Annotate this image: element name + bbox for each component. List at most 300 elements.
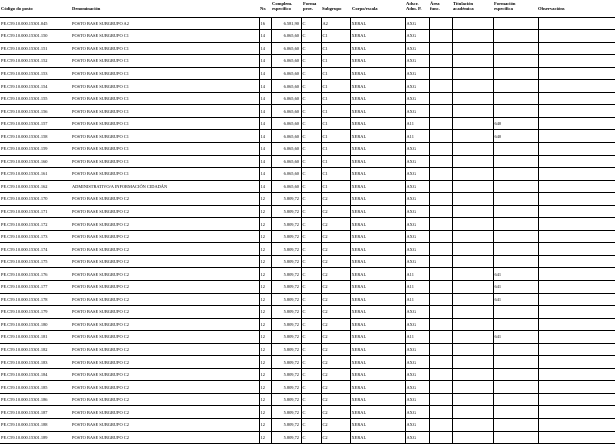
denominacion-cell: POSTO BASE SUBGRUPO C1 bbox=[71, 55, 259, 68]
complem-cell: 5.809,72 bbox=[271, 243, 301, 256]
adscr-cell: AXG bbox=[405, 218, 429, 231]
corpo-cell: XERAL bbox=[350, 406, 405, 419]
titulacion-cell bbox=[452, 368, 493, 381]
formacion-cell bbox=[493, 168, 538, 181]
denominacion-cell: POSTO BASE SUBGRUPO C2 bbox=[71, 205, 259, 218]
subgrupo-cell: A2 bbox=[321, 17, 350, 30]
formacion-cell: 640 bbox=[493, 130, 538, 143]
adscr-cell: AXG bbox=[405, 343, 429, 356]
complem-cell: 6.065,60 bbox=[271, 105, 301, 118]
formacion-cell: 641 bbox=[493, 331, 538, 344]
titulacion-cell bbox=[452, 255, 493, 268]
forma-cell: C bbox=[301, 243, 321, 256]
subgrupo-cell: C1 bbox=[321, 180, 350, 193]
corpo-cell: XERAL bbox=[350, 368, 405, 381]
corpo-cell: XERAL bbox=[350, 230, 405, 243]
area-cell bbox=[429, 17, 452, 30]
nr-cell: 14 bbox=[259, 67, 271, 80]
adscr-cell: A11 bbox=[405, 293, 429, 306]
adscr-cell: AXG bbox=[405, 155, 429, 168]
header-denominacion: Denominación bbox=[72, 6, 100, 11]
forma-cell: C bbox=[301, 180, 321, 193]
forma-cell: C bbox=[301, 80, 321, 93]
table-row bbox=[0, 293, 615, 306]
codigo-cell: PE.C59.10.000.15301.156 bbox=[0, 105, 71, 118]
table-row bbox=[0, 30, 615, 43]
observacions-cell bbox=[538, 280, 615, 293]
formacion-cell: 641 bbox=[493, 293, 538, 306]
complem-cell: 5.809,72 bbox=[271, 193, 301, 206]
denominacion-cell: POSTO BASE SUBGRUPO C2 bbox=[71, 343, 259, 356]
subgrupo-cell: C2 bbox=[321, 356, 350, 369]
denominacion-cell: POSTO BASE SUBGRUPO C1 bbox=[71, 67, 259, 80]
observacions-cell bbox=[538, 343, 615, 356]
table-body bbox=[0, 17, 615, 444]
titulacion-cell bbox=[452, 419, 493, 432]
area-cell bbox=[429, 268, 452, 281]
adscr-cell: AXG bbox=[405, 230, 429, 243]
complem-cell: 5.809,72 bbox=[271, 368, 301, 381]
area-cell bbox=[429, 343, 452, 356]
denominacion-cell: POSTO BASE SUBGRUPO C2 bbox=[71, 243, 259, 256]
area-cell bbox=[429, 331, 452, 344]
corpo-cell: XERAL bbox=[350, 67, 405, 80]
codigo-cell: PE.C59.10.000.15301.174 bbox=[0, 243, 71, 256]
observacions-cell bbox=[538, 80, 615, 93]
codigo-cell: PE.C59.10.000.15301.159 bbox=[0, 142, 71, 155]
forma-cell: C bbox=[301, 268, 321, 281]
table-row bbox=[0, 180, 615, 193]
formacion-cell bbox=[493, 243, 538, 256]
table-row bbox=[0, 406, 615, 419]
observacions-cell bbox=[538, 30, 615, 43]
nr-cell: 12 bbox=[259, 255, 271, 268]
complem-cell: 5.809,72 bbox=[271, 205, 301, 218]
subgrupo-cell: C2 bbox=[321, 393, 350, 406]
codigo-cell: PE.C59.10.000.15301.153 bbox=[0, 67, 71, 80]
forma-cell: C bbox=[301, 331, 321, 344]
forma-cell: C bbox=[301, 168, 321, 181]
denominacion-cell: POSTO BASE SUBGRUPO C1 bbox=[71, 30, 259, 43]
titulacion-cell bbox=[452, 55, 493, 68]
posts-table bbox=[0, 17, 615, 444]
subgrupo-cell: C2 bbox=[321, 255, 350, 268]
adscr-cell: AXG bbox=[405, 42, 429, 55]
complem-cell: 5.809,72 bbox=[271, 293, 301, 306]
denominacion-cell: POSTO BASE SUBGRUPO C1 bbox=[71, 105, 259, 118]
adscr-cell: AXG bbox=[405, 17, 429, 30]
table-row bbox=[0, 55, 615, 68]
corpo-cell: XERAL bbox=[350, 205, 405, 218]
observacions-cell bbox=[538, 406, 615, 419]
area-cell bbox=[429, 230, 452, 243]
codigo-cell: PE.C59.10.000.15301.175 bbox=[0, 255, 71, 268]
denominacion-cell: POSTO BASE SUBGRUPO C2 bbox=[71, 306, 259, 319]
area-cell bbox=[429, 356, 452, 369]
denominacion-cell: POSTO BASE SUBGRUPO C2 bbox=[71, 280, 259, 293]
header-adscr-1: Adscr. bbox=[406, 1, 418, 6]
forma-cell: C bbox=[301, 431, 321, 444]
denominacion-cell: POSTO BASE SUBGRUPO C2 bbox=[71, 381, 259, 394]
corpo-cell: XERAL bbox=[350, 80, 405, 93]
adscr-cell: AXG bbox=[405, 30, 429, 43]
subgrupo-cell: C1 bbox=[321, 130, 350, 143]
titulacion-cell bbox=[452, 431, 493, 444]
nr-cell: 14 bbox=[259, 55, 271, 68]
adscr-cell: AXG bbox=[405, 306, 429, 319]
area-cell bbox=[429, 293, 452, 306]
subgrupo-cell: C2 bbox=[321, 419, 350, 432]
observacions-cell bbox=[538, 368, 615, 381]
formacion-cell bbox=[493, 155, 538, 168]
denominacion-cell: POSTO BASE SUBGRUPO C2 bbox=[71, 431, 259, 444]
adscr-cell: A11 bbox=[405, 130, 429, 143]
codigo-cell: PE.C59.10.000.15301.161 bbox=[0, 168, 71, 181]
observacions-cell bbox=[538, 55, 615, 68]
nr-cell: 14 bbox=[259, 155, 271, 168]
subgrupo-cell: C1 bbox=[321, 105, 350, 118]
codigo-cell: PE.C59.10.000.15301.180 bbox=[0, 318, 71, 331]
forma-cell: C bbox=[301, 205, 321, 218]
complem-cell: 5.809,72 bbox=[271, 318, 301, 331]
formacion-cell bbox=[493, 193, 538, 206]
formacion-cell bbox=[493, 55, 538, 68]
subgrupo-cell: C2 bbox=[321, 205, 350, 218]
codigo-cell: PE.C59.10.000.15301.157 bbox=[0, 117, 71, 130]
nr-cell: 14 bbox=[259, 105, 271, 118]
subgrupo-cell: C2 bbox=[321, 306, 350, 319]
forma-cell: C bbox=[301, 393, 321, 406]
nr-cell: 14 bbox=[259, 42, 271, 55]
denominacion-cell: POSTO BASE SUBGRUPO C1 bbox=[71, 92, 259, 105]
complem-cell: 6.065,60 bbox=[271, 142, 301, 155]
observacions-cell bbox=[538, 130, 615, 143]
observacions-cell bbox=[538, 155, 615, 168]
complem-cell: 6.065,60 bbox=[271, 55, 301, 68]
subgrupo-cell: C2 bbox=[321, 193, 350, 206]
complem-cell: 6.581,90 bbox=[271, 17, 301, 30]
titulacion-cell bbox=[452, 180, 493, 193]
formacion-cell bbox=[493, 42, 538, 55]
forma-cell: C bbox=[301, 142, 321, 155]
codigo-cell: PE.C59.10.000.15301.183 bbox=[0, 356, 71, 369]
forma-cell: C bbox=[301, 368, 321, 381]
titulacion-cell bbox=[452, 168, 493, 181]
forma-cell: C bbox=[301, 130, 321, 143]
nr-cell: 12 bbox=[259, 230, 271, 243]
codigo-cell: PE.C59.10.000.15301.176 bbox=[0, 268, 71, 281]
denominacion-cell: POSTO BASE SUBGRUPO C2 bbox=[71, 268, 259, 281]
subgrupo-cell: C2 bbox=[321, 280, 350, 293]
forma-cell: C bbox=[301, 419, 321, 432]
complem-cell: 6.065,60 bbox=[271, 168, 301, 181]
adscr-cell: AXG bbox=[405, 105, 429, 118]
nr-cell: 12 bbox=[259, 406, 271, 419]
codigo-cell: PE.C59.10.000.15301.160 bbox=[0, 155, 71, 168]
denominacion-cell: POSTO BASE SUBGRUPO C1 bbox=[71, 80, 259, 93]
corpo-cell: XERAL bbox=[350, 130, 405, 143]
subgrupo-cell: C1 bbox=[321, 92, 350, 105]
formacion-cell bbox=[493, 30, 538, 43]
observacions-cell bbox=[538, 92, 615, 105]
nr-cell: 14 bbox=[259, 92, 271, 105]
titulacion-cell bbox=[452, 80, 493, 93]
table-row bbox=[0, 243, 615, 256]
nr-cell: 12 bbox=[259, 368, 271, 381]
subgrupo-cell: C1 bbox=[321, 67, 350, 80]
codigo-cell: PE.C59.10.000.15301.170 bbox=[0, 193, 71, 206]
complem-cell: 5.809,72 bbox=[271, 280, 301, 293]
adscr-cell: AXG bbox=[405, 393, 429, 406]
observacions-cell bbox=[538, 180, 615, 193]
codigo-cell: PE.C59.10.000.15301.181 bbox=[0, 331, 71, 344]
adscr-cell: AXG bbox=[405, 431, 429, 444]
corpo-cell: XERAL bbox=[350, 381, 405, 394]
table-row bbox=[0, 193, 615, 206]
header-formacion-2: específica bbox=[494, 6, 513, 11]
adscr-cell: AXG bbox=[405, 406, 429, 419]
corpo-cell: XERAL bbox=[350, 55, 405, 68]
adscr-cell: AXG bbox=[405, 205, 429, 218]
observacions-cell bbox=[538, 318, 615, 331]
denominacion-cell: POSTO BASE SUBGRUPO C2 bbox=[71, 356, 259, 369]
forma-cell: C bbox=[301, 381, 321, 394]
area-cell bbox=[429, 381, 452, 394]
corpo-cell: XERAL bbox=[350, 331, 405, 344]
area-cell bbox=[429, 142, 452, 155]
codigo-cell: PE.C59.10.000.15301.188 bbox=[0, 419, 71, 432]
area-cell bbox=[429, 130, 452, 143]
table-row bbox=[0, 331, 615, 344]
table-row bbox=[0, 318, 615, 331]
subgrupo-cell: C1 bbox=[321, 55, 350, 68]
table-row bbox=[0, 268, 615, 281]
table-row bbox=[0, 205, 615, 218]
corpo-cell: XERAL bbox=[350, 268, 405, 281]
titulacion-cell bbox=[452, 331, 493, 344]
corpo-cell: XERAL bbox=[350, 293, 405, 306]
area-cell bbox=[429, 368, 452, 381]
area-cell bbox=[429, 393, 452, 406]
adscr-cell: A11 bbox=[405, 268, 429, 281]
formacion-cell bbox=[493, 230, 538, 243]
header-codigo: Código do posto bbox=[1, 6, 33, 11]
codigo-cell: PE.C59.10.000.15301.172 bbox=[0, 218, 71, 231]
subgrupo-cell: C2 bbox=[321, 406, 350, 419]
subgrupo-cell: C2 bbox=[321, 318, 350, 331]
observacions-cell bbox=[538, 243, 615, 256]
observacions-cell bbox=[538, 356, 615, 369]
complem-cell: 6.065,60 bbox=[271, 80, 301, 93]
formacion-cell bbox=[493, 406, 538, 419]
corpo-cell: XERAL bbox=[350, 105, 405, 118]
corpo-cell: XERAL bbox=[350, 92, 405, 105]
adscr-cell: AXG bbox=[405, 356, 429, 369]
table-row bbox=[0, 393, 615, 406]
codigo-cell: PE.C59.10.000.15301.155 bbox=[0, 92, 71, 105]
nr-cell: 14 bbox=[259, 117, 271, 130]
codigo-cell: PE.C59.10.000.15301.189 bbox=[0, 431, 71, 444]
titulacion-cell bbox=[452, 393, 493, 406]
forma-cell: C bbox=[301, 306, 321, 319]
formacion-cell bbox=[493, 368, 538, 381]
codigo-cell: PE.C59.10.000.15301.154 bbox=[0, 80, 71, 93]
subgrupo-cell: C2 bbox=[321, 331, 350, 344]
adscr-cell: AXG bbox=[405, 419, 429, 432]
subgrupo-cell: C2 bbox=[321, 368, 350, 381]
corpo-cell: XERAL bbox=[350, 431, 405, 444]
observacions-cell bbox=[538, 168, 615, 181]
area-cell bbox=[429, 280, 452, 293]
forma-cell: C bbox=[301, 67, 321, 80]
subgrupo-cell: C1 bbox=[321, 117, 350, 130]
table-row bbox=[0, 255, 615, 268]
titulacion-cell bbox=[452, 218, 493, 231]
titulacion-cell bbox=[452, 406, 493, 419]
formacion-cell: 640 bbox=[493, 117, 538, 130]
nr-cell: 14 bbox=[259, 142, 271, 155]
subgrupo-cell: C1 bbox=[321, 80, 350, 93]
denominacion-cell: POSTO BASE SUBGRUPO C1 bbox=[71, 168, 259, 181]
observacions-cell bbox=[538, 42, 615, 55]
adscr-cell: AXG bbox=[405, 168, 429, 181]
complem-cell: 5.809,72 bbox=[271, 431, 301, 444]
denominacion-cell: POSTO BASE SUBGRUPO A2 bbox=[71, 17, 259, 30]
titulacion-cell bbox=[452, 293, 493, 306]
table-row bbox=[0, 356, 615, 369]
subgrupo-cell: C1 bbox=[321, 168, 350, 181]
codigo-cell: PE.C59.10.000.15301.186 bbox=[0, 393, 71, 406]
adscr-cell: AXG bbox=[405, 80, 429, 93]
formacion-cell bbox=[493, 67, 538, 80]
area-cell bbox=[429, 406, 452, 419]
area-cell bbox=[429, 30, 452, 43]
table-row bbox=[0, 230, 615, 243]
observacions-cell bbox=[538, 17, 615, 30]
codigo-cell: PE.C59.10.000.15301.152 bbox=[0, 55, 71, 68]
table-row bbox=[0, 92, 615, 105]
subgrupo-cell: C2 bbox=[321, 381, 350, 394]
codigo-cell: PE.C59.10.000.15301.182 bbox=[0, 343, 71, 356]
nr-cell: 12 bbox=[259, 356, 271, 369]
corpo-cell: XERAL bbox=[350, 155, 405, 168]
area-cell bbox=[429, 193, 452, 206]
forma-cell: C bbox=[301, 117, 321, 130]
corpo-cell: XERAL bbox=[350, 142, 405, 155]
subgrupo-cell: C2 bbox=[321, 293, 350, 306]
table-row bbox=[0, 155, 615, 168]
adscr-cell: AXG bbox=[405, 92, 429, 105]
adscr-cell: AXG bbox=[405, 381, 429, 394]
corpo-cell: XERAL bbox=[350, 180, 405, 193]
complem-cell: 5.809,72 bbox=[271, 331, 301, 344]
complem-cell: 5.809,72 bbox=[271, 218, 301, 231]
forma-cell: C bbox=[301, 280, 321, 293]
nr-cell: 12 bbox=[259, 218, 271, 231]
codigo-cell: PE.C59.10.000.15301.187 bbox=[0, 406, 71, 419]
formacion-cell bbox=[493, 306, 538, 319]
area-cell bbox=[429, 155, 452, 168]
titulacion-cell bbox=[452, 243, 493, 256]
forma-cell: C bbox=[301, 92, 321, 105]
corpo-cell: XERAL bbox=[350, 17, 405, 30]
complem-cell: 6.065,60 bbox=[271, 67, 301, 80]
table-row bbox=[0, 42, 615, 55]
formacion-cell bbox=[493, 393, 538, 406]
titulacion-cell bbox=[452, 67, 493, 80]
corpo-cell: XERAL bbox=[350, 280, 405, 293]
titulacion-cell bbox=[452, 117, 493, 130]
forma-cell: C bbox=[301, 55, 321, 68]
header-adscr-2: Adm. P. bbox=[406, 6, 422, 11]
forma-cell: C bbox=[301, 42, 321, 55]
complem-cell: 5.809,72 bbox=[271, 393, 301, 406]
nr-cell: 14 bbox=[259, 80, 271, 93]
denominacion-cell: POSTO BASE SUBGRUPO C2 bbox=[71, 331, 259, 344]
area-cell bbox=[429, 42, 452, 55]
titulacion-cell bbox=[452, 92, 493, 105]
table-row bbox=[0, 142, 615, 155]
table-row bbox=[0, 67, 615, 80]
forma-cell: C bbox=[301, 155, 321, 168]
adscr-cell: AXG bbox=[405, 318, 429, 331]
nr-cell: 14 bbox=[259, 180, 271, 193]
complem-cell: 5.809,72 bbox=[271, 343, 301, 356]
denominacion-cell: POSTO BASE SUBGRUPO C2 bbox=[71, 318, 259, 331]
corpo-cell: XERAL bbox=[350, 306, 405, 319]
adscr-cell: AXG bbox=[405, 55, 429, 68]
adscr-cell: AXG bbox=[405, 142, 429, 155]
codigo-cell: PE.C59.10.000.15301.178 bbox=[0, 293, 71, 306]
denominacion-cell: POSTO BASE SUBGRUPO C2 bbox=[71, 293, 259, 306]
denominacion-cell: POSTO BASE SUBGRUPO C1 bbox=[71, 117, 259, 130]
observacions-cell bbox=[538, 205, 615, 218]
titulacion-cell bbox=[452, 205, 493, 218]
area-cell bbox=[429, 205, 452, 218]
forma-cell: C bbox=[301, 17, 321, 30]
complem-cell: 5.809,72 bbox=[271, 419, 301, 432]
forma-cell: C bbox=[301, 193, 321, 206]
nr-cell: 12 bbox=[259, 293, 271, 306]
forma-cell: C bbox=[301, 318, 321, 331]
subgrupo-cell: C2 bbox=[321, 343, 350, 356]
formacion-cell bbox=[493, 381, 538, 394]
titulacion-cell bbox=[452, 318, 493, 331]
header-corpo: Corpo/escala bbox=[352, 6, 378, 11]
codigo-cell: PE.C59.10.000.15301.150 bbox=[0, 30, 71, 43]
observacions-cell bbox=[538, 255, 615, 268]
corpo-cell: XERAL bbox=[350, 343, 405, 356]
adscr-cell: AXG bbox=[405, 193, 429, 206]
forma-cell: C bbox=[301, 343, 321, 356]
corpo-cell: XERAL bbox=[350, 243, 405, 256]
subgrupo-cell: C1 bbox=[321, 30, 350, 43]
formacion-cell bbox=[493, 80, 538, 93]
complem-cell: 5.809,72 bbox=[271, 406, 301, 419]
formacion-cell bbox=[493, 356, 538, 369]
titulacion-cell bbox=[452, 306, 493, 319]
titulacion-cell bbox=[452, 30, 493, 43]
observacions-cell bbox=[538, 393, 615, 406]
forma-cell: C bbox=[301, 218, 321, 231]
header-nr: Nr. bbox=[260, 6, 266, 11]
area-cell bbox=[429, 306, 452, 319]
titulacion-cell bbox=[452, 280, 493, 293]
denominacion-cell: POSTO BASE SUBGRUPO C2 bbox=[71, 406, 259, 419]
forma-cell: C bbox=[301, 30, 321, 43]
formacion-cell bbox=[493, 105, 538, 118]
titulacion-cell bbox=[452, 155, 493, 168]
